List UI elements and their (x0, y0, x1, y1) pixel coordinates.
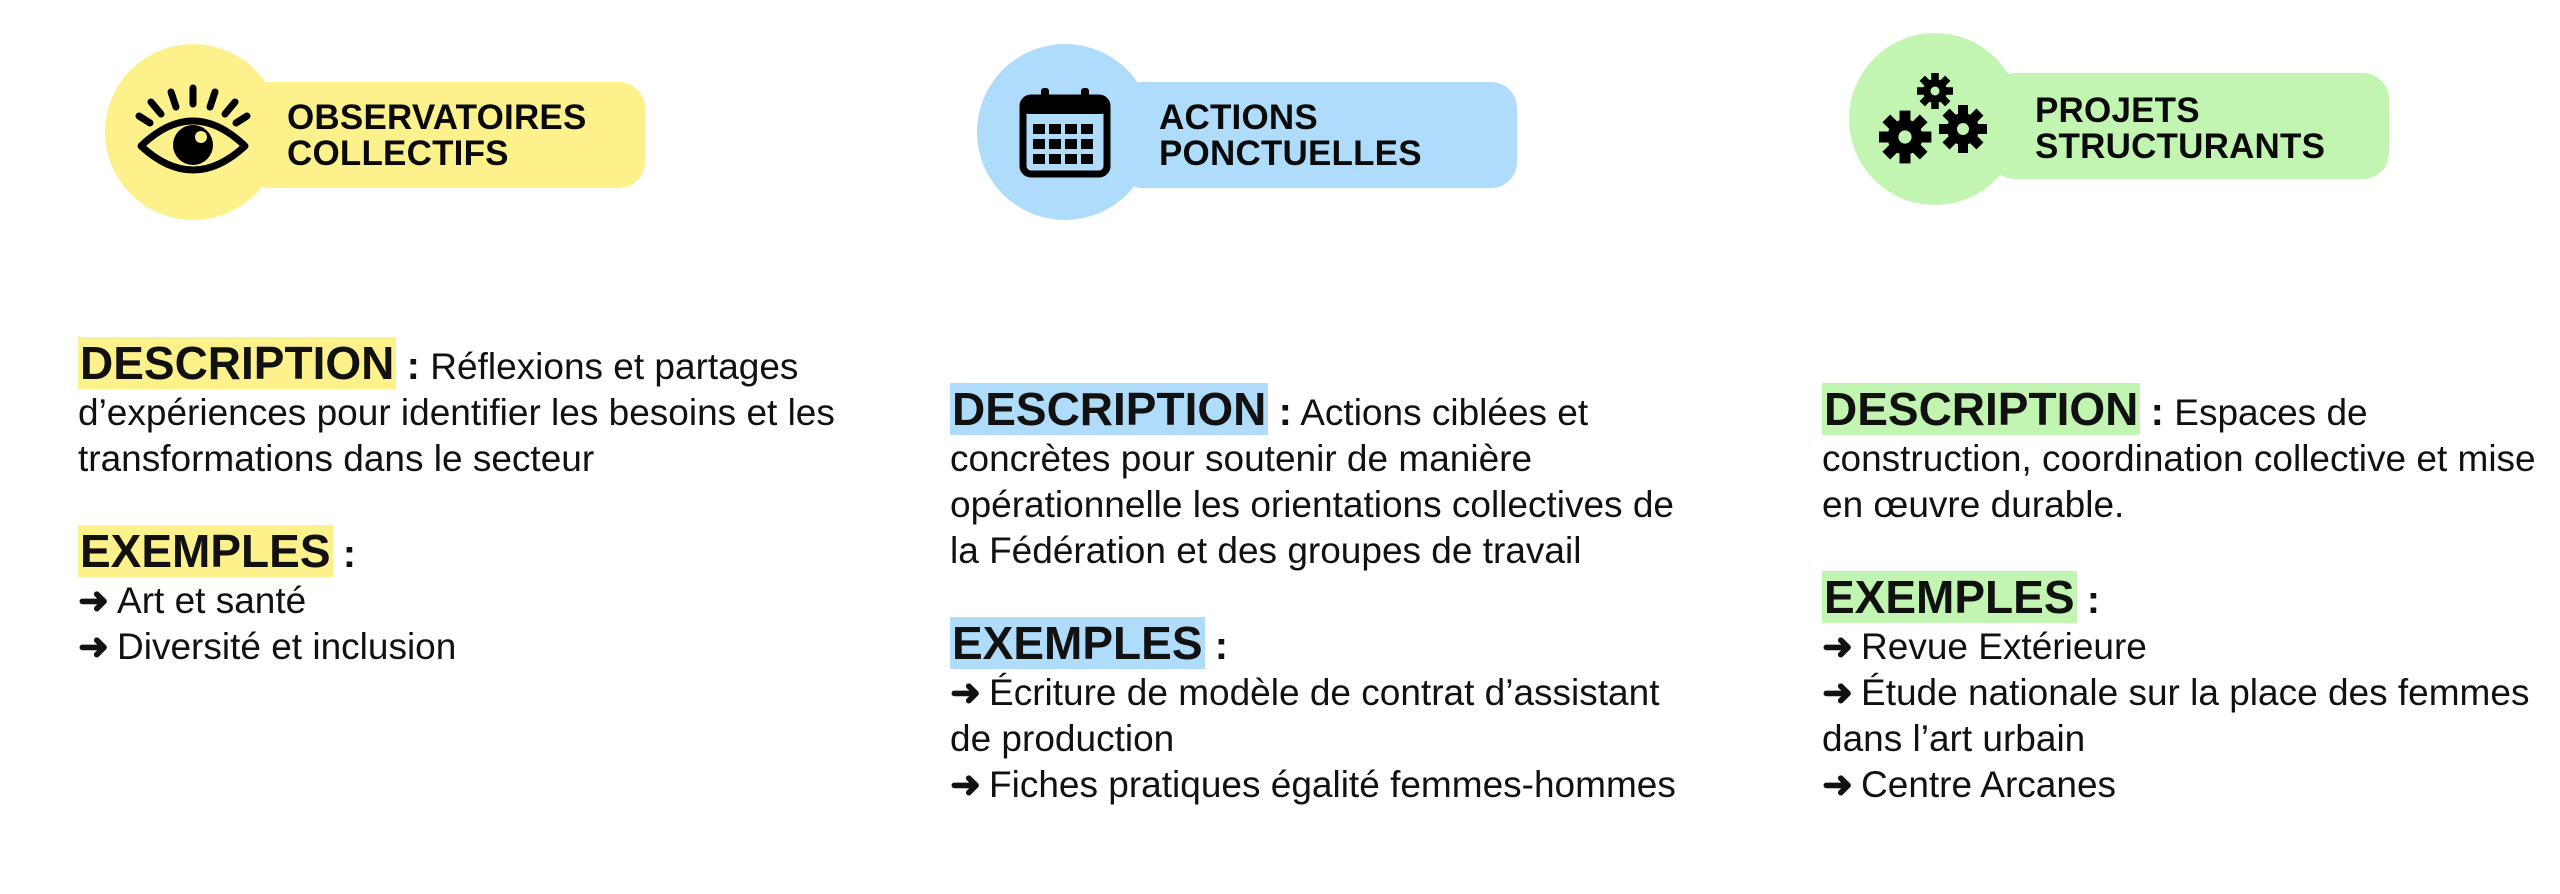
description-text: Espaces de construction, coordination collective et mise en œuvre durable. (1822, 392, 2536, 525)
category-badge (1849, 33, 2409, 211)
badge-title (2035, 93, 2325, 165)
badge-circle (1849, 33, 2021, 205)
example-text: Écriture de modèle de contrat d’assistant de production (950, 672, 1660, 759)
example-item (1822, 762, 2560, 808)
examples-label: EXEMPLES (952, 617, 1203, 669)
example-text: Centre Arcanes (1861, 764, 2117, 805)
arrow-icon: ➜ (950, 672, 982, 713)
description-colon: : (406, 344, 420, 388)
example-item (78, 578, 838, 624)
description-label: DESCRIPTION (952, 383, 1267, 435)
examples-colon: : (1214, 624, 1229, 668)
description-section (1822, 383, 2560, 528)
example-item (950, 762, 1710, 808)
description-section (78, 337, 838, 482)
examples-colon: : (342, 532, 357, 576)
eye-icon (135, 82, 251, 182)
example-item (1822, 670, 2560, 762)
arrow-icon: ➜ (950, 764, 982, 805)
arrow-icon: ➜ (78, 580, 110, 621)
example-text: Étude nationale sur la place des femmes dans l’art urbain (1822, 672, 2530, 759)
example-item (78, 624, 838, 670)
badge-title-line-1: OBSERVATOIRES (287, 98, 587, 137)
column-projets (1822, 0, 2560, 894)
example-text: Revue Extérieure (1861, 626, 2147, 667)
examples-section (1822, 571, 2560, 808)
category-badge (977, 44, 1537, 222)
description-colon: : (2150, 390, 2164, 434)
example-text: Diversité et inclusion (117, 626, 457, 667)
examples-label: EXEMPLES (80, 525, 331, 577)
badge-title-line-1: ACTIONS (1159, 98, 1318, 137)
gears-icon (1879, 69, 1991, 169)
badge-title-line-1: PROJETS (2035, 91, 2200, 130)
description-text: Actions ciblées et concrètes pour soutenir de manière opérationnelle les orientations collectives de la Fédération et des groupes de travail (950, 392, 1674, 571)
badge-title-line-2: COLLECTIFS (287, 134, 509, 173)
description-colon: : (1278, 390, 1292, 434)
text-block (78, 337, 838, 670)
examples-colon: : (2086, 578, 2101, 622)
badge-title-line-2: STRUCTURANTS (2035, 127, 2326, 166)
column-observatoires (78, 0, 858, 894)
arrow-icon: ➜ (1822, 672, 1854, 713)
description-label: DESCRIPTION (1824, 383, 2139, 435)
examples-section (78, 525, 838, 670)
examples-section (950, 617, 1710, 808)
example-text: Fiches pratiques égalité femmes-hommes (989, 764, 1676, 805)
example-item (950, 670, 1710, 762)
description-label: DESCRIPTION (80, 337, 395, 389)
description-section (950, 383, 1710, 574)
arrow-icon: ➜ (78, 626, 110, 667)
column-actions (950, 0, 1730, 894)
badge-title-line-2: PONCTUELLES (1159, 134, 1422, 173)
description-text: Réflexions et partages d’expériences pour identifier les besoins et les transformations dans le secteur (78, 346, 835, 479)
badge-title (287, 100, 587, 172)
text-block (1822, 383, 2560, 808)
badge-title (1159, 100, 1422, 172)
arrow-icon: ➜ (1822, 626, 1854, 667)
text-block (950, 383, 1710, 808)
arrow-icon: ➜ (1822, 764, 1854, 805)
calendar-icon (1019, 86, 1111, 178)
example-item (1822, 624, 2560, 670)
examples-label: EXEMPLES (1824, 571, 2075, 623)
category-badge (105, 44, 665, 222)
badge-circle (105, 44, 281, 220)
example-text: Art et santé (117, 580, 307, 621)
badge-circle (977, 44, 1153, 220)
